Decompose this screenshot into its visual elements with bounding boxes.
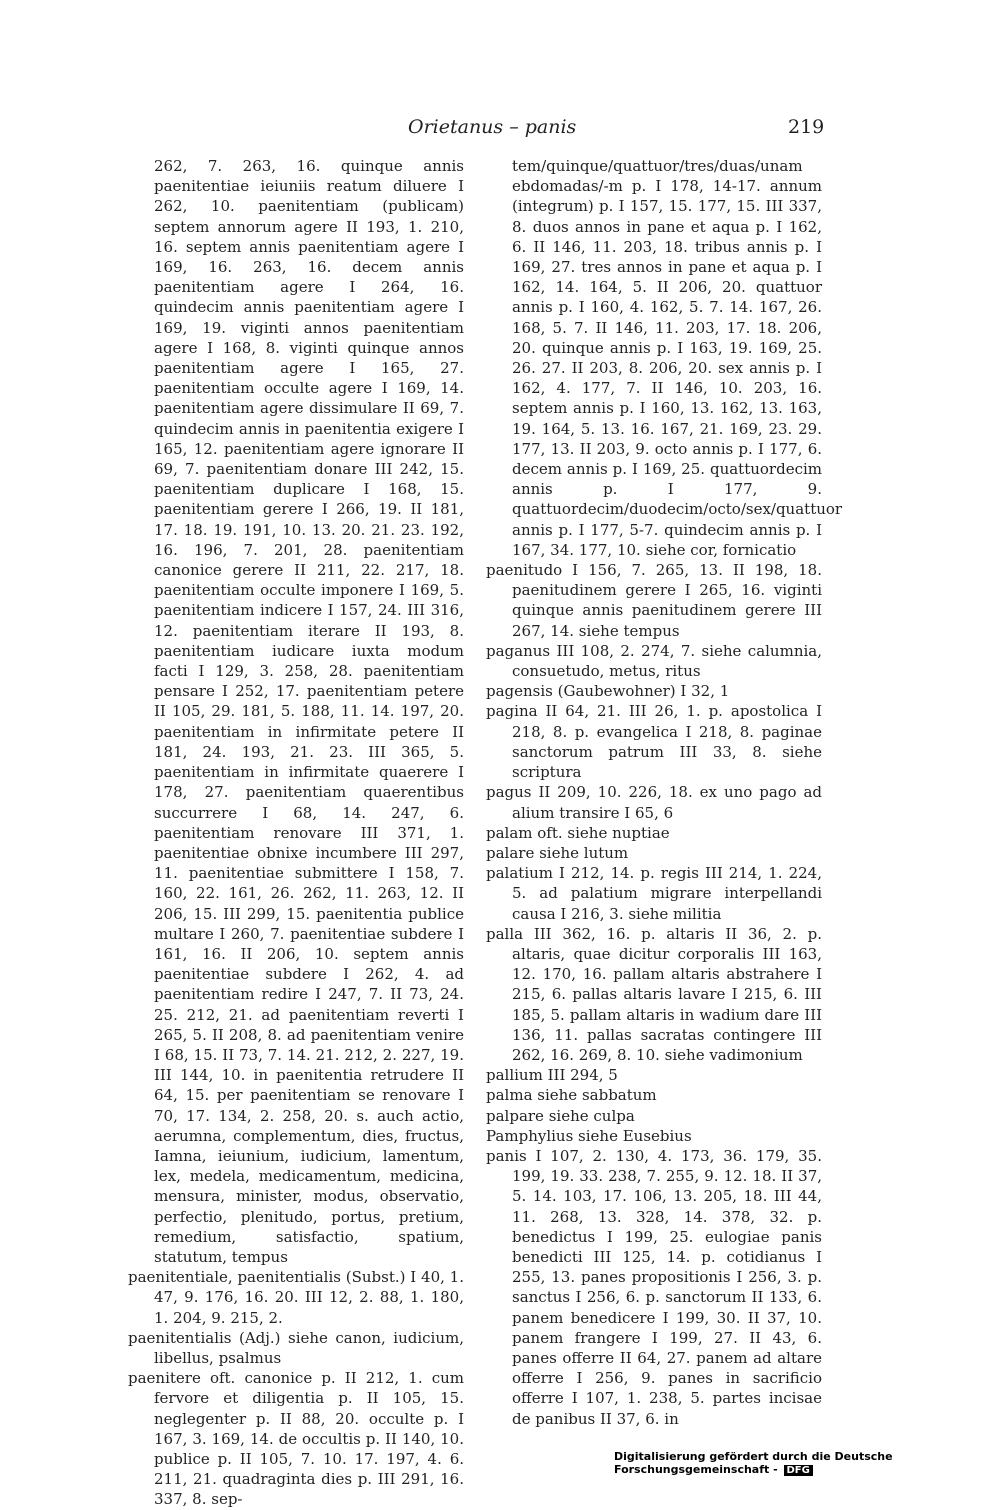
- index-entry: pagina II 64, 21. III 26, 1. p. apostolica I 218, 8. p. evangelica I 218, 8. paginae sanctorum patrum III 33, 8. siehe scriptura: [486, 702, 822, 782]
- index-entry: pagus II 209, 10. 226, 18. ex uno pago ad alium transire I 65, 6: [486, 783, 822, 822]
- index-entry: palma siehe sabbatum: [486, 1086, 657, 1105]
- index-entry: palam oft. siehe nuptiae: [486, 823, 670, 842]
- index-entry: 262, 7. 263, 16. quinque annis paenitentiae ieiuniis reatum diluere I 262, 10. paenitentiam (publicam) septem annorum agere II 193, 1. 210, 16. septem annis paenitentiam agere I 169, 16. 263, 16. decem annis paenitentiam agere I 264, 16. quindecim annis paenitentiam agere I 169, 19. viginti annos paenitentiam agere I 168, 8. viginti quinque annos paenitentiam agere I 165, 27. paenitentiam occulte agere I 169, 14. paenitentiam agere dissimulare II 69, 7. quindecim annis in paenitentia exigere I 165, 12. paenitentiam agere ignorare II 69, 7. paenitentiam donare III 242, 15. paenitentiam duplicare I 168, 15. paenitentiam gerere I 266, 19. II 181, 17. 18. 19. 191, 10. 13. 20. 21. 23. 192, 16. 196, 7. 201, 28. paenitentiam canonice gerere II 211, 22. 217, 18. paenitentiam occulte imponere I 169, 5. paenitentiam indicere I 157, 24. III 316, 12. paenitentiam iterare II 193, 8. paenitentiam iudicare iuxta modum facti I 129, 3. 258, 28. paenitentiam pensare I 252, 17. paenitentiam petere II 105, 29. 181, 5. 188, 11. 14. 197, 20. paenitentiam in infirmitate petere II 181, 24. 193, 21. 23. III 365, 5. paenitentiam in infirmitate quaerere I 178, 27. paenitentiam quaerentibus succurrere I 68, 14. 247, 6. paenitentiam renovare III 371, 1. paenitentiae obnixe incumbere III 297, 11. paenitentiae submittere I 158, 7. 160, 22. 161, 26. 262, 11. 263, 12. II 206, 15. III 299, 15. paenitentia publice multare I 260, 7. paenitentiae subdere I 161, 16. II 206, 10. septem annis paenitentiae subdere I 262, 4. ad paenitentiam redire I 247, 7. II 73, 24. 25. 212, 21. ad paenitentiam reverti I 265, 5. II 208, 8. ad paenitentiam venire I 68, 15. II 73, 7. 14. 21. 212, 2. 227, 19. III 144, 10. in paenitentia retrudere II 64, 15. per paenitentiam se renovare I 70, 17. 134, 2. 258, 20. s. auch actio, aerumna, complementum, dies, fructus, Iamna, ieiunium, iudicium, lamentum, lex, medela, medicamentum, medicina, mensura, minister, modus, observatio, perfectio, plenitudo, portus, pretium, remedium, satisfactio, spatium, statutum, tempus: [154, 157, 464, 1266]
- index-entry: tem/quinque/quattuor/tres/duas/unam ebdomadas/-m p. I 178, 14-17. annum (integrum) p. I 157, 15. 177, 15. III 337, 8. duos annos in pane et aqua p. I 162, 6. II 146, 11. 203, 18. tribus annis p. I 169, 27. tres annos in pane et aqua p. I 162, 14. 164, 5. II 206, 20. quattuor annis p. I 160, 4. 162, 5. 7. 14. 167, 26. 168, 5. 7. II 146, 11. 203, 17. 18. 206, 20. quinque annis p. I 163, 19. 169, 25. 26. 27. II 203, 8. 206, 20. sex annis p. I 162, 4. 177, 7. II 146, 10. 203, 16. septem annis p. I 160, 13. 162, 13. 163, 19. 164, 5. 13. 16. 167, 21. 169, 23. 29. 177, 13. II 203, 9. octo annis p. I 177, 6. decem annis p. I 169, 25. quattuordecim annis p. I 177, 9. quattuordecim/duodecim/octo/sex/quattuor annis p. I 177, 5-7. quindecim annis p. I 167, 34. 177, 10. siehe cor, fornicatio: [512, 157, 843, 559]
- index-entry: Pamphylius siehe Eusebius: [486, 1126, 692, 1145]
- right-column: [486, 156, 843, 1429]
- index-entry: palatium I 212, 14. p. regis III 214, 1. 224, 5. ad palatium migrare interpellandi causa I 216, 3. siehe militia: [486, 864, 822, 923]
- index-entry: paenitudo I 156, 7. 265, 13. II 198, 18. paenitudinem gerere I 265, 16. viginti quinque annis paenitudinem gerere III 267, 14. siehe tempus: [486, 561, 822, 640]
- footer-text: Digitalisierung gefördert durch die Deutsche Forschungsgemeinschaft -: [614, 1450, 893, 1476]
- index-entry: palare siehe lutum: [486, 843, 629, 862]
- left-column: [128, 156, 464, 1510]
- index-entry: pallium III 294, 5: [486, 1066, 618, 1085]
- index-entry: palla III 362, 16. p. altaris II 36, 2. p. altaris, quae dicitur corporalis III 163, 12. 170, 16. pallam altaris abstrahere I 215, 6. pallas altaris lavare I 215, 6. III 185, 5. pallam altaris in wadium dare III 136, 11. pallas sacratas contingere III 262, 16. 269, 8. 10. siehe vadimonium: [486, 924, 822, 1064]
- digitization-footer: [614, 1450, 1000, 1476]
- index-entry: pagensis (Gaubewohner) I 32, 1: [486, 682, 730, 701]
- index-entry: paenitentiale, paenitentialis (Subst.) I 40, 1. 47, 9. 176, 16. 20. III 12, 2. 88, 1. 180, 1. 204, 9. 215, 2.: [128, 1268, 464, 1327]
- running-header: [0, 116, 1000, 144]
- index-entry: panis I 107, 2. 130, 4. 173, 36. 179, 35. 199, 19. 33. 238, 7. 255, 9. 12. 18. II 37, 5. 14. 103, 17. 106, 13. 205, 18. III 44, 11. 268, 13. 328, 14. 378, 32. p. benedictus I 199, 25. eulogiae panis benedicti III 125, 14. p. cotidianus I 255, 13. panes propositionis I 256, 3. p. sanctus I 256, 6. p. sanctorum II 133, 6. panem benedicere I 199, 30. II 37, 10. panem frangere I 199, 27. II 43, 6. panes offerre II 64, 27. panem ad altare offerre I 256, 9. panes in sacrificio offerre I 107, 1. 238, 5. partes incisae de panibus II 37, 6. in: [486, 1146, 822, 1428]
- header-title: Orietanus – panis: [408, 116, 577, 138]
- index-entry: paenitere oft. canonice p. II 212, 1. cum fervore et diligentia p. II 105, 15. neglegenter p. II 88, 20. occulte p. I 167, 3. 169, 14. de occultis p. II 140, 10. publice p. II 105, 7. 10. 17. 197, 4. 6. 211, 21. quadraginta dies p. III 291, 16. 337, 8. sep-: [128, 1369, 464, 1509]
- index-entry: paganus III 108, 2. 274, 7. siehe calumnia, consuetudo, metus, ritus: [486, 641, 822, 681]
- index-entry: paenitentialis (Adj.) siehe canon, iudicium, libellus, psalmus: [128, 1328, 464, 1367]
- dfg-logo: DFG: [784, 1465, 813, 1476]
- page-number: 219: [788, 116, 825, 138]
- index-entry: palpare siehe culpa: [486, 1106, 635, 1125]
